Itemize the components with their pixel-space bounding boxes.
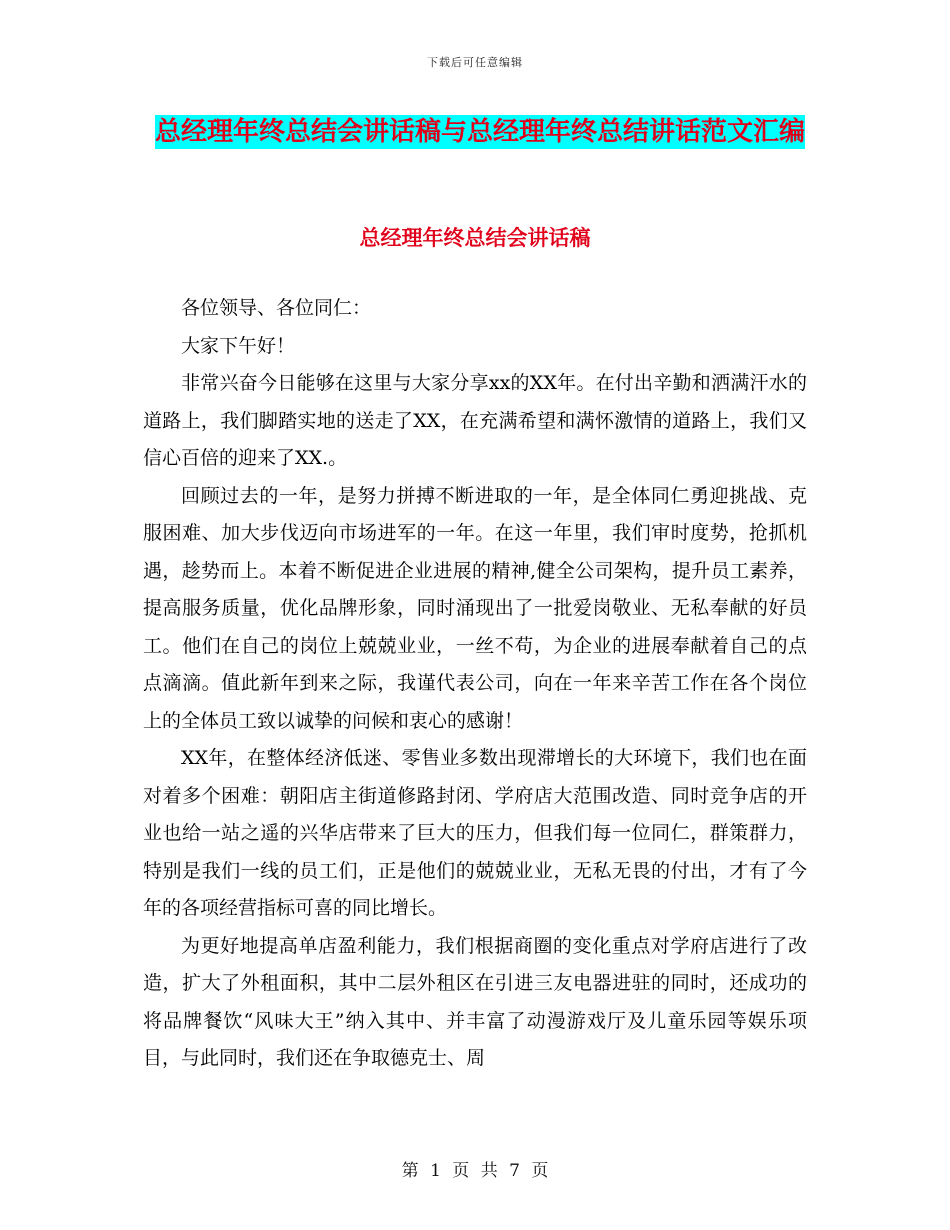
paragraph: 非常兴奋今日能够在这里与大家分享xx的XX年。在付出辛勤和洒满汗水的道路上，我们脚踏实地的送走了XX，在充满希望和满怀激情的道路上，我们又信心百倍的迎来了XX.。	[143, 372, 807, 469]
paragraph: 为更好地提高单店盈利能力，我们根据商圈的变化重点对学府店进行了改造，扩大了外租面积，其中二层外租区在引进三友电器进驻的同时，还成功的将品牌餐饮“风味大王”纳入其中、并丰富了动漫游戏厅及儿童乐园等娱乐项目，与此同时，我们还在争取德克士、周	[143, 934, 807, 1069]
page-header-note: 下载后可任意编辑	[427, 56, 523, 69]
document-body	[143, 290, 807, 1078]
document-title	[140, 108, 820, 156]
section-title: 总经理年终总结会讲话稿	[359, 226, 591, 250]
page-number-footer: 第 1 页 共 7 页	[401, 1161, 549, 1181]
document-title-highlight: 总经理年终总结会讲话稿与总经理年终总结讲话范文汇编	[154, 117, 805, 147]
paragraph-greeting: 大家下午好！	[181, 334, 296, 357]
paragraph-salutation: 各位领导、各位同仁：	[181, 297, 372, 319]
paragraph: 回顾过去的一年，是努力拼搏不断进取的一年，是全体同仁勇迎挑战、克服困难、加大步伐迈向市场进军的一年。在这一年里，我们审时度势，抢抓机遇，趁势而上。本着不断促进企业进展的精神,健全公司架构，提升员工素养，提高服务质量，优化品牌形象，同时涌现出了一批爱岗敬业、无私奉献的好员工。他们在自己的岗位上兢兢业业，一丝不苟，为企业的进展奉献着自己的点点滴滴。值此新年到来之际，我谨代表公司，向在一年来辛苦工作在各个岗位上的全体员工致以诚挚的问候和衷心的感谢！	[143, 484, 807, 732]
paragraph: XX年，在整体经济低迷、零售业多数出现滞增长的大环境下，我们也在面对着多个困难：朝阳店主街道修路封闭、学府店大范围改造、同时竞争店的开业也给一站之遥的兴华店带来了巨大的压力，但我们每一位同仁，群策群力，特别是我们一线的员工们，正是他们的兢兢业业，无私无畏的付出，才有了今年的各项经营指标可喜的同比增长。	[143, 747, 807, 919]
